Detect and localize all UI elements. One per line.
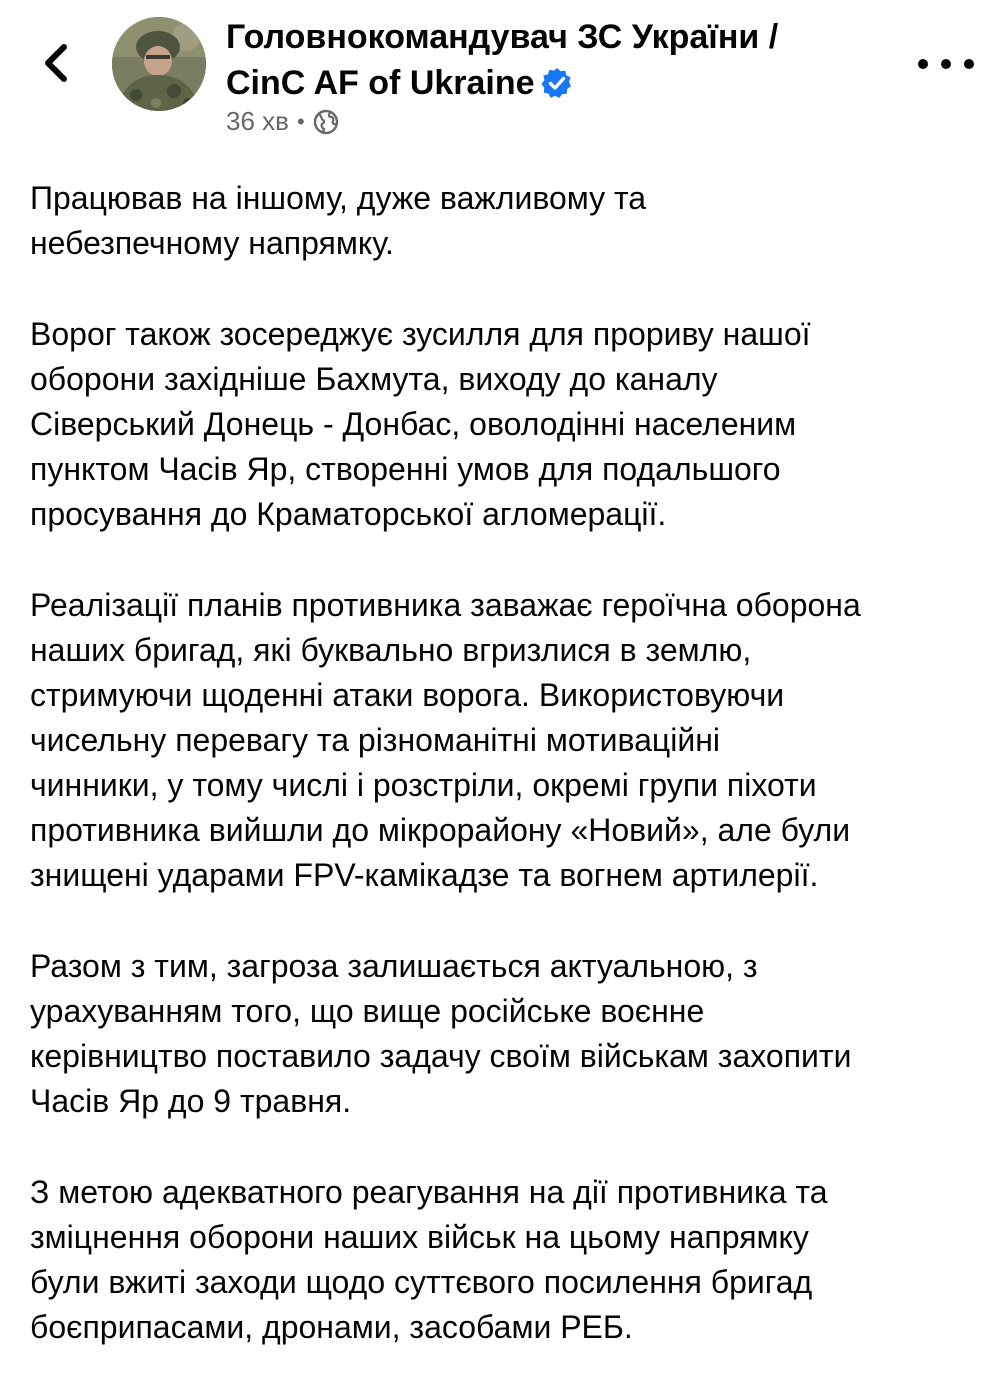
post-timestamp[interactable]: 36 хв <box>226 106 289 136</box>
author-name-line-2-text[interactable]: CinC AF of Ukraine <box>226 64 535 102</box>
post-paragraph: Працював на іншому, дуже важливому та небезпечному напрямку. <box>30 180 647 261</box>
post-header <box>0 0 1002 150</box>
globe-icon <box>313 109 339 135</box>
author-name-line-2 <box>226 60 866 106</box>
post-paragraph: Разом з тим, загроза залишається актуальною, з урахуванням того, що вище російське воєнне керівництво поставило задачу своїм військам захопити Часів Яр до 9 травня. <box>30 948 852 1119</box>
author-name[interactable] <box>226 14 866 106</box>
verified-badge-icon <box>541 67 573 99</box>
post-paragraph: Ворог також зосереджує зусилля для прориву нашої оборони західніше Бахмута, виходу до каналу Сіверський Донець - Донбас, оволодінні населеним пунктом Часів Яр, створенні умов для подальшого просування до Краматорської агломерації. <box>30 316 811 532</box>
avatar-photo <box>112 17 206 111</box>
avatar[interactable] <box>112 17 206 111</box>
more-dot <box>918 59 928 69</box>
more-dot <box>964 59 974 69</box>
author-name-line-1[interactable]: Головнокомандувач ЗС України / <box>226 18 779 56</box>
more-dot <box>941 59 951 69</box>
post-paragraph: З метою адекватного реагування на дії противника та зміцнення оборони наших військ на цьому напрямку були вжиті заходи щодо суттєвого посилення бригад боєприпасами, дронами, засобами РЕБ. <box>30 1174 828 1345</box>
more-options-button[interactable] <box>918 46 974 82</box>
back-button[interactable] <box>30 38 80 88</box>
post-meta <box>226 106 339 137</box>
meta-separator: • <box>296 108 305 134</box>
chevron-left-icon <box>40 43 70 83</box>
post-text <box>30 176 975 1396</box>
post-paragraph: Реалізації планів противника заважає героїчна оборона наших бригад, які буквально вгризлися в землю, стримуючи щоденні атаки ворога. Використовуючи чисельну перевагу та різноманітні мотиваційні чинники, у тому числі і розстріли, окремі групи піхоти противника вийшли до мікрорайону «Новий», але були знищені ударами FPV-камікадзе та вогнем артилерії. <box>30 587 861 893</box>
